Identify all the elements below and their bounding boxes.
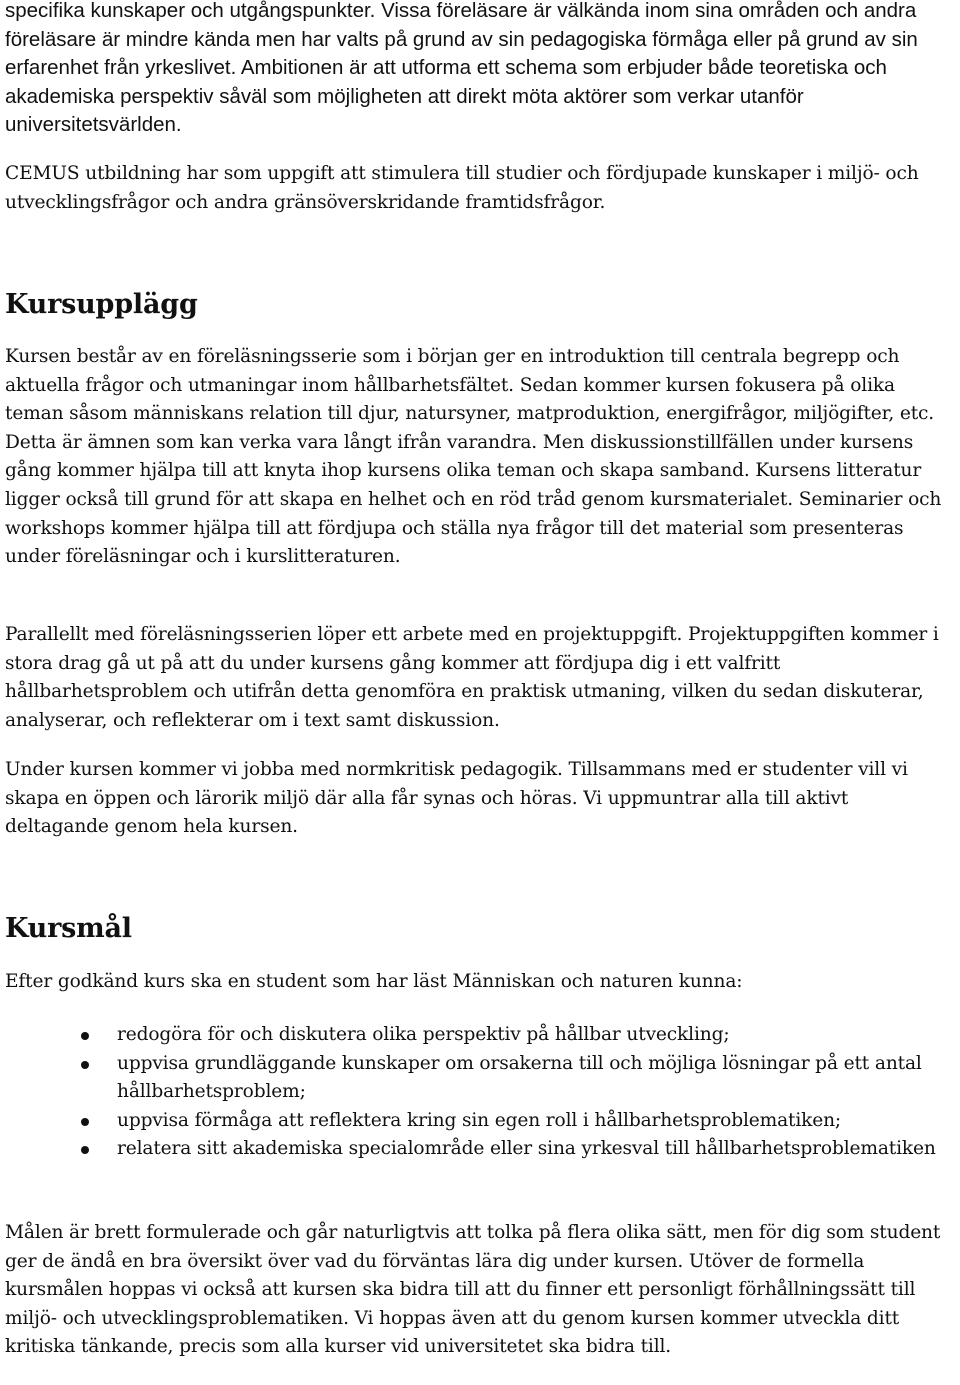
- goal-text: uppvisa grundläggande kunskaper om orsakerna till och möjliga lösningar på ett antal hållbarhetsproblem;: [117, 1052, 922, 1103]
- bullet-icon: [81, 1032, 89, 1040]
- bullet-icon: [81, 1118, 89, 1126]
- bullet-icon: [81, 1061, 89, 1069]
- list-item: [5, 1135, 955, 1164]
- kursmal-goal-list: [5, 1021, 955, 1164]
- intro-paragraph-lecturers: specifika kunskaper och utgångspunkter. Vissa föreläsare är välkända inom sina områden och andra föreläsare är mindre kända men har valts på grund av sin pedagogiska förmåga eller på grund av sin erfarenhet från yrkeslivet. Ambitionen är att utforma ett schema som erbjuder både teoretiska och akademiska perspektiv såväl som möjligheten att direkt möta aktörer som verkar utanför universitetsvärlden.: [5, 0, 918, 137]
- list-item: [5, 1050, 955, 1107]
- heading-kursmal: Kursmål: [5, 913, 132, 944]
- goal-text: redogöra för och diskutera olika perspektiv på hållbar utveckling;: [117, 1024, 730, 1045]
- goal-text: relatera sitt akademiska specialområde eller sina yrkesval till hållbarhetsproblematiken: [117, 1138, 936, 1160]
- kursmal-closing-paragraph: Målen är brett formulerade och går naturligtvis att tolka på flera olika sätt, men för dig som student ger de ändå en bra översikt över vad du förväntas lära dig under kursen. Utöver de formella kursmålen hoppas vi också att kursen ska bidra till att du finner ett personligt förhållningssätt till miljö- och utvecklingsproblematiken. Vi hoppas även att du genom kursen kommer utveckla ditt kritiska tänkande, precis som alla kurser vid universitetet ska bidra till.: [5, 1222, 941, 1358]
- kursmal-lead: Efter godkänd kurs ska en student som har läst Människan och naturen kunna:: [5, 971, 743, 992]
- list-item: [5, 1021, 955, 1050]
- bullet-icon: [81, 1146, 89, 1154]
- kursupplagg-paragraph-2: Parallellt med föreläsningsserien löper ett arbete med en projektuppgift. Projektuppgiften kommer i stora drag gå ut på att du under kursens gång kommer att fördjupa dig i ett valfritt hållbarhetsproblem och utifrån detta genomföra en praktisk utmaning, vilken du sedan diskuterar, analyserar, och reflekterar om i text samt diskussion.: [5, 624, 939, 731]
- kursupplagg-paragraph-3: Under kursen kommer vi jobba med normkritisk pedagogik. Tillsammans med er studenter vill vi skapa en öppen och lärorik miljö där alla får synas och höras. Vi uppmuntrar alla till aktivt deltagande genom hela kursen.: [5, 759, 908, 838]
- intro-paragraph-cemus: CEMUS utbildning har som uppgift att stimulera till studier och fördjupade kunskaper i miljö- och utvecklingsfrågor och andra gränsöverskridande framtidsfrågor.: [5, 163, 919, 213]
- list-item: [5, 1107, 955, 1136]
- kursupplagg-paragraph-1: Kursen består av en föreläsningsserie som i början ger en introduktion till centrala begrepp och aktuella frågor och utmaningar inom hållbarhetsfältet. Sedan kommer kursen fokusera på olika teman såsom människans relation till djur, natursyner, matproduktion, energifrågor, miljögifter, etc. Detta är ämnen som kan verka vara långt ifrån varandra. Men diskussionstillfällen under kursens gång kommer hjälpa till att knyta ihop kursens olika teman och skapa samband. Kursens litteratur ligger också till grund för att skapa en helhet och en röd tråd genom kursmaterialet. Seminarier och workshops kommer hjälpa till att fördjupa och ställa nya frågor till det material som presenteras under föreläsningar och i kurslitteraturen.: [5, 346, 942, 568]
- heading-kursupplagg: Kursupplägg: [5, 289, 198, 320]
- goal-text: uppvisa förmåga att reflektera kring sin egen roll i hållbarhetsproblematiken;: [117, 1109, 842, 1131]
